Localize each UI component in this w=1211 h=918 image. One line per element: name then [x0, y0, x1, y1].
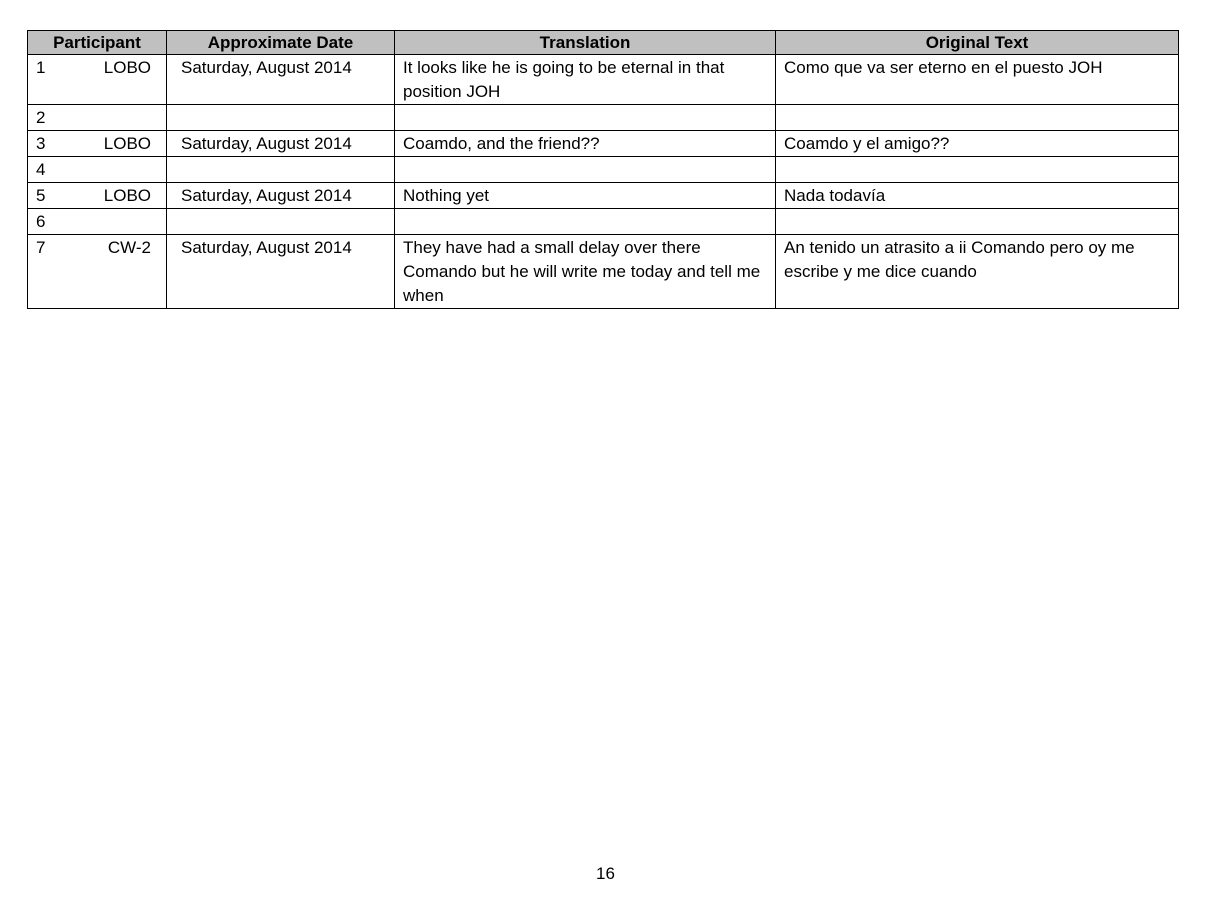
header-translation: Translation: [395, 31, 776, 55]
row-translation: Nothing yet: [395, 183, 776, 209]
row-number: 7: [28, 235, 84, 309]
row-original-text: Nada todavía: [776, 183, 1179, 209]
table-row: [28, 105, 1179, 131]
table-row: [28, 55, 1179, 105]
table-row: [28, 209, 1179, 235]
row-date: Saturday, August 2014: [167, 131, 395, 157]
row-participant: [84, 209, 167, 235]
row-translation: [395, 209, 776, 235]
row-date: Saturday, August 2014: [167, 183, 395, 209]
row-participant: [84, 157, 167, 183]
table-row: [28, 235, 1179, 309]
row-participant: CW-2: [84, 235, 167, 309]
row-number: 4: [28, 157, 84, 183]
row-date: [167, 157, 395, 183]
row-translation: They have had a small delay over there Comando but he will write me today and tell me when: [395, 235, 776, 309]
row-date: [167, 105, 395, 131]
row-number: 3: [28, 131, 84, 157]
row-translation: [395, 105, 776, 131]
row-original-text: Como que va ser eterno en el puesto JOH: [776, 55, 1179, 105]
row-number: 2: [28, 105, 84, 131]
header-original-text: Original Text: [776, 31, 1179, 55]
row-participant: LOBO: [84, 131, 167, 157]
row-participant: LOBO: [84, 183, 167, 209]
row-original-text: [776, 209, 1179, 235]
row-translation: [395, 157, 776, 183]
row-participant: LOBO: [84, 55, 167, 105]
header-approximate-date: Approximate Date: [167, 31, 395, 55]
row-number: 6: [28, 209, 84, 235]
row-date: Saturday, August 2014: [167, 55, 395, 105]
row-number: 5: [28, 183, 84, 209]
row-original-text: [776, 157, 1179, 183]
row-original-text: An tenido un atrasito a ii Comando pero oy me escribe y me dice cuando: [776, 235, 1179, 309]
row-date: Saturday, August 2014: [167, 235, 395, 309]
table-header-row: [28, 31, 1179, 55]
row-date: [167, 209, 395, 235]
row-original-text: Coamdo y el amigo??: [776, 131, 1179, 157]
table-row: [28, 157, 1179, 183]
row-original-text: [776, 105, 1179, 131]
row-number: 1: [28, 55, 84, 105]
table-row: [28, 183, 1179, 209]
transcript-table: [27, 30, 1179, 309]
row-translation: It looks like he is going to be eternal in that position JOH: [395, 55, 776, 105]
row-translation: Coamdo, and the friend??: [395, 131, 776, 157]
table-row: [28, 131, 1179, 157]
row-participant: [84, 105, 167, 131]
page-number: 16: [596, 864, 615, 883]
header-participant: Participant: [28, 31, 167, 55]
